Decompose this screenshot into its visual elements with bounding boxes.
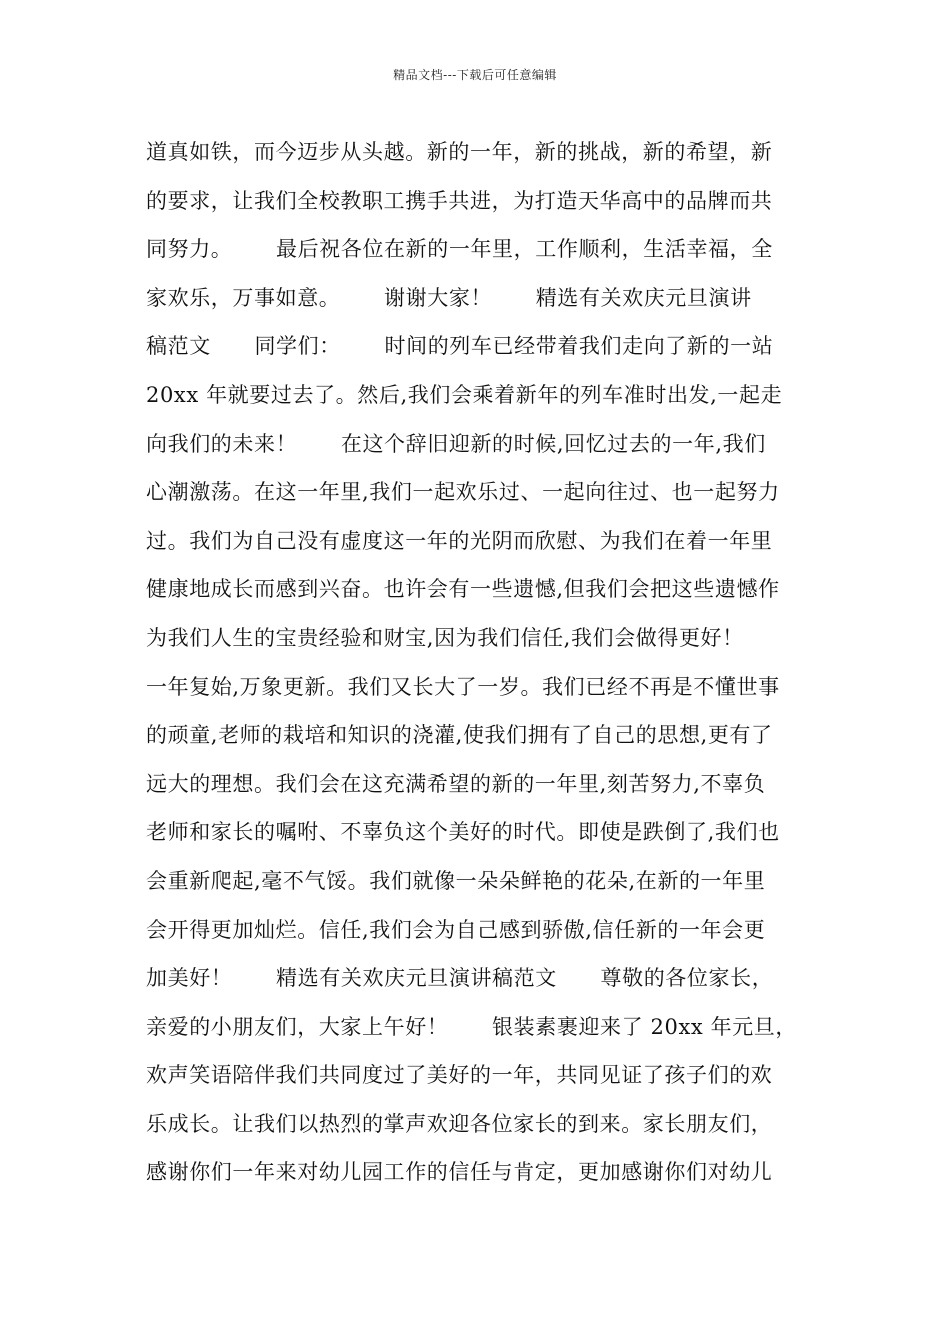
- text-line: 心潮激荡。在这一年里,我们一起欢乐过、一起向往过、也一起努力: [146, 480, 780, 505]
- text-line: 道真如铁，而今迈步从头越。新的一年，新的挑战，新的希望，新: [146, 140, 773, 164]
- text-line: 感谢你们一年来对幼儿园工作的信任与肯定，更加感谢你们对幼儿: [146, 1160, 773, 1185]
- text-line: 远大的理想。我们会在这充满希望的新的一年里,刻苦努力,不辜负: [146, 771, 766, 796]
- text-line: 会重新爬起,毫不气馁。我们就像一朵朵鲜艳的花朵,在新的一年里: [146, 868, 766, 893]
- text-line: 老师和家长的嘱咐、不辜负这个美好的时代。即使是跌倒了,我们也: [146, 820, 780, 845]
- text-line: 20xx 年就要过去了。然后,我们会乘着新年的列车准时出发,一起走: [146, 382, 783, 407]
- text-line: 的顽童,老师的栽培和知识的浇灌,使我们拥有了自己的思想,更有了: [146, 723, 773, 748]
- text-line: 同努力。 最后祝各位在新的一年里，工作顺利，生活幸福，全: [146, 237, 773, 262]
- text-line: 一年复始,万象更新。我们又长大了一岁。我们已经不再是不懂世事: [146, 674, 780, 699]
- text-line: 的要求，让我们全校教职工携手共进，为打造天华高中的品牌而共: [146, 188, 773, 213]
- text-line: 向我们的未来！ 在这个辞旧迎新的时候,回忆过去的一年,我们: [146, 431, 766, 456]
- page-header: 精品文档---下载后可任意编辑: [393, 68, 557, 82]
- text-line: 欢声笑语陪伴我们共同度过了美好的一年，共同见证了孩子们的欢: [146, 1063, 773, 1088]
- document-body: [146, 128, 826, 1197]
- text-line: 稿范文 同学们： 时间的列车已经带着我们走向了新的一站: [146, 334, 774, 359]
- text-line: 亲爱的小朋友们，大家上午好！ 银装素裹迎来了 20xx 年元旦，: [146, 1014, 798, 1039]
- text-line: 过。我们为自己没有虚度这一年的光阴而欣慰、为我们在着一年里: [146, 528, 773, 553]
- text-line: 加美好！ 精选有关欢庆元旦演讲稿范文 尊敬的各位家长，: [146, 966, 774, 991]
- text-line: 为我们人生的宝贵经验和财宝,因为我们信任,我们会做得更好！: [146, 625, 744, 650]
- text-line: 健康地成长而感到兴奋。也许会有一些遗憾,但我们会把这些遗憾作: [146, 577, 780, 602]
- text-line: 家欢乐，万事如意。 谢谢大家！ 精选有关欢庆元旦演讲: [146, 285, 752, 310]
- text-line: 乐成长。让我们以热烈的掌声欢迎各位家长的到来。家长朋友们，: [146, 1111, 773, 1136]
- text-line: 会开得更加灿烂。信任,我们会为自己感到骄傲,信任新的一年会更: [146, 917, 766, 942]
